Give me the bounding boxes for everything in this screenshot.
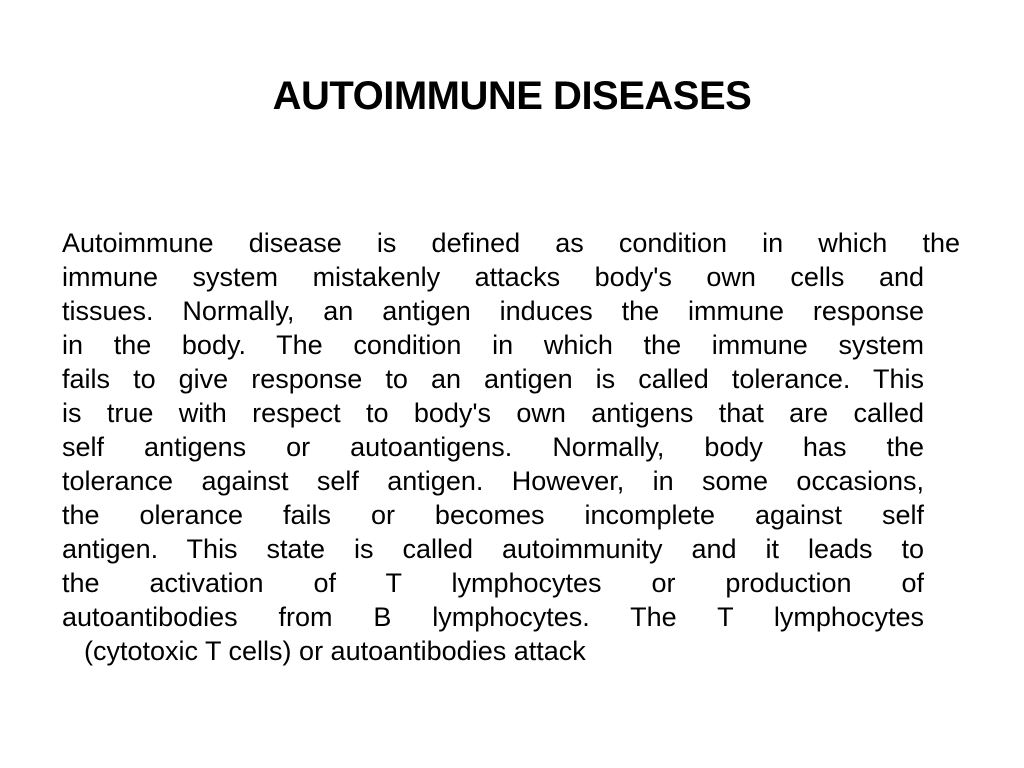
body-line: tolerance against self antigen. However, in some occasions,	[62, 466, 924, 496]
body-text	[62, 226, 962, 668]
body-line: (cytotoxic T cells) or autoantibodies attack	[84, 636, 586, 666]
body-line: the olerance fails or becomes incomplete against self	[62, 500, 924, 530]
body-line: autoantibodies from B lymphocytes. The T lymphocytes	[62, 602, 924, 632]
body-line: antigen. This state is called autoimmunity and it leads to	[62, 534, 924, 564]
body-line: self antigens or autoantigens. Normally, body has the	[62, 432, 924, 462]
body-line: immune system mistakenly attacks body's own cells and	[62, 262, 924, 292]
body-line: is true with respect to body's own antigens that are called	[62, 398, 924, 428]
slide-title: AUTOIMMUNE DISEASES	[272, 74, 752, 118]
body-line: fails to give response to an antigen is called tolerance. This	[62, 364, 924, 394]
body-line: tissues. Normally, an antigen induces the immune response	[62, 296, 924, 326]
body-line: Autoimmune disease is defined as condition in which the	[62, 228, 960, 258]
body-line: the activation of T lymphocytes or production of	[62, 568, 924, 598]
body-line: in the body. The condition in which the immune system	[62, 330, 924, 360]
